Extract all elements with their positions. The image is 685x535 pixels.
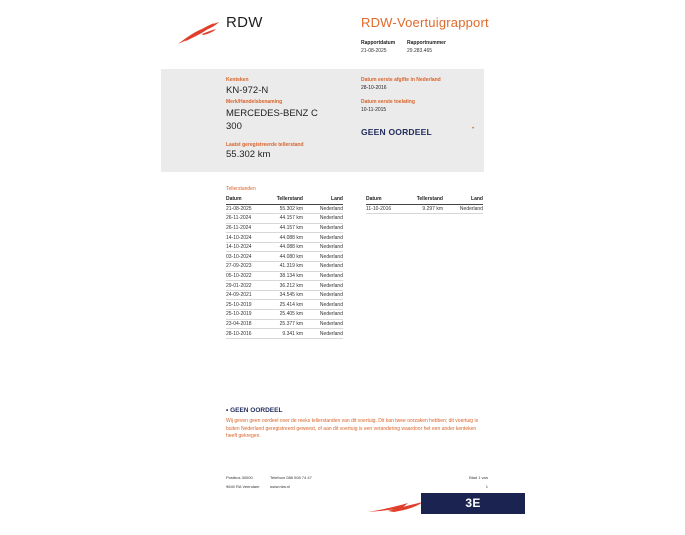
cell-date: 28-10-2016 xyxy=(226,329,265,339)
table-row xyxy=(226,329,343,339)
report-date xyxy=(361,39,395,55)
odometer-value: 55.302 km xyxy=(226,149,271,160)
cell-date: 03-10-2024 xyxy=(226,252,265,262)
cell-date: 11-10-2016 xyxy=(366,204,405,214)
verdict: GEEN OORDEEL xyxy=(361,127,432,137)
cell-country: Nederland xyxy=(303,290,343,300)
verdict-marker: • xyxy=(472,126,475,132)
cell-country: Nederland xyxy=(303,214,343,224)
report-number xyxy=(407,39,446,55)
footer-phone: Telefoon 088 008 74 47 xyxy=(270,475,312,480)
cell-country: Nederland xyxy=(303,319,343,329)
first-admission-label: Datum eerste toelating xyxy=(361,99,415,105)
cell-country: Nederland xyxy=(303,310,343,320)
cell-country: Nederland xyxy=(303,223,343,233)
cell-country: Nederland xyxy=(303,242,343,252)
cell-country: Nederland xyxy=(303,204,343,214)
table-row xyxy=(226,262,343,272)
rdw-logo-icon xyxy=(176,20,220,46)
table-row xyxy=(226,319,343,329)
cell-date: 26-11-2024 xyxy=(226,223,265,233)
column-header-date: Datum xyxy=(226,196,265,204)
cell-country: Nederland xyxy=(303,252,343,262)
plate-label: Kenteken xyxy=(226,77,249,83)
cell-country: Nederland xyxy=(303,300,343,310)
cell-reading: 25.377 km xyxy=(265,319,303,329)
first-nl-label: Datum eerste afgifte in Nederland xyxy=(361,77,441,83)
report-title: RDW-Voertuigrapport xyxy=(361,15,489,30)
table-row xyxy=(226,271,343,281)
footer-website-link[interactable]: www.rdw.nl xyxy=(270,484,291,489)
readings-table-left xyxy=(226,196,343,339)
cell-date: 24-09-2021 xyxy=(226,290,265,300)
table-row xyxy=(366,204,483,214)
table-header-row xyxy=(226,196,343,204)
cell-date: 14-10-2024 xyxy=(226,233,265,243)
footer-postbus: Postbus 30000 xyxy=(226,475,253,480)
cell-reading: 9.297 km xyxy=(405,204,443,214)
plate-value: KN-972-N xyxy=(226,85,269,96)
cell-country: Nederland xyxy=(303,233,343,243)
cell-reading: 25.414 km xyxy=(265,300,303,310)
table-row xyxy=(226,281,343,291)
model-line-1: MERCEDES-BENZ C xyxy=(226,108,318,119)
column-header-country: Land xyxy=(303,196,343,204)
cell-reading: 25.405 km xyxy=(265,310,303,320)
cell-date: 26-11-2024 xyxy=(226,214,265,224)
cell-country: Nederland xyxy=(303,329,343,339)
footer-page: Blad 1 van 1 xyxy=(469,475,488,489)
column-header-reading: Tellerstand xyxy=(265,196,303,204)
site-badge[interactable]: 3E EIGENAAR.ORG.NL xyxy=(421,493,525,514)
table-row xyxy=(226,223,343,233)
vehicle-summary-panel xyxy=(161,69,484,172)
model-line-2: 300 xyxy=(226,121,242,132)
cell-reading: 44.088 km xyxy=(265,233,303,243)
cell-reading: 9.341 km xyxy=(265,329,303,339)
report-date-value: 21-08-2025 xyxy=(361,48,387,54)
odometer-label: Laatst geregistreerde tellerstand xyxy=(226,142,304,148)
brand-name: RDW xyxy=(226,14,263,31)
note-title: • GEEN OORDEEL xyxy=(226,407,283,414)
cell-date: 27-09-2023 xyxy=(226,262,265,272)
cell-country: Nederland xyxy=(443,204,483,214)
report-date-label: Rapportdatum xyxy=(361,40,396,46)
table-row xyxy=(226,242,343,252)
readings-title: Tellerstanden xyxy=(226,186,256,192)
table-row xyxy=(226,204,343,214)
footer-postcode: 9640 RA Veendam xyxy=(226,484,260,489)
cell-reading: 41.319 km xyxy=(265,262,303,272)
rdw-footer-logo-icon xyxy=(368,500,424,514)
first-admission-value: 10-11-2015 xyxy=(361,107,387,113)
cell-reading: 36.212 km xyxy=(265,281,303,291)
cell-country: Nederland xyxy=(303,262,343,272)
table-row xyxy=(226,290,343,300)
cell-reading: 44.088 km xyxy=(265,242,303,252)
cell-country: Nederland xyxy=(303,281,343,291)
footer-contact xyxy=(270,473,312,491)
table-row xyxy=(226,214,343,224)
table-header-row xyxy=(366,196,483,204)
cell-date: 14-10-2024 xyxy=(226,242,265,252)
cell-reading: 44.157 km xyxy=(265,214,303,224)
cell-date: 05-10-2022 xyxy=(226,271,265,281)
cell-date: 23-04-2018 xyxy=(226,319,265,329)
table-row xyxy=(226,252,343,262)
model-label: Merk/Handelsbenaming xyxy=(226,99,283,105)
column-header-date: Datum xyxy=(366,196,405,204)
note-text: Wij geven geen oordeel over de reeks tellerstanden van dit voertuig. Dit kan twee oorzaken hebben; dit voertuig is buiten Nederland geregistreerd geweest, of aan dit voertuig is een verandering waardoor het een ander kenteken heeft gekregen. xyxy=(226,418,479,439)
report-number-value: 29.283.465 xyxy=(407,48,433,54)
footer-address xyxy=(226,473,259,491)
cell-date: 25-10-2019 xyxy=(226,300,265,310)
cell-reading: 44.157 km xyxy=(265,223,303,233)
report-number-label: Rapportnummer xyxy=(407,40,446,46)
readings-table-right xyxy=(366,196,483,214)
cell-date: 21-08-2025 xyxy=(226,204,265,214)
cell-date: 29-01-2022 xyxy=(226,281,265,291)
cell-reading: 55.302 km xyxy=(265,204,303,214)
cell-date: 25-10-2019 xyxy=(226,310,265,320)
cell-reading: 38.134 km xyxy=(265,271,303,281)
cell-reading: 34.545 km xyxy=(265,290,303,300)
table-row xyxy=(226,310,343,320)
table-row xyxy=(226,300,343,310)
cell-reading: 44.080 km xyxy=(265,252,303,262)
column-header-country: Land xyxy=(443,196,483,204)
table-row xyxy=(226,233,343,243)
cell-country: Nederland xyxy=(303,271,343,281)
column-header-reading: Tellerstand xyxy=(405,196,443,204)
first-nl-value: 28-10-2016 xyxy=(361,85,387,91)
